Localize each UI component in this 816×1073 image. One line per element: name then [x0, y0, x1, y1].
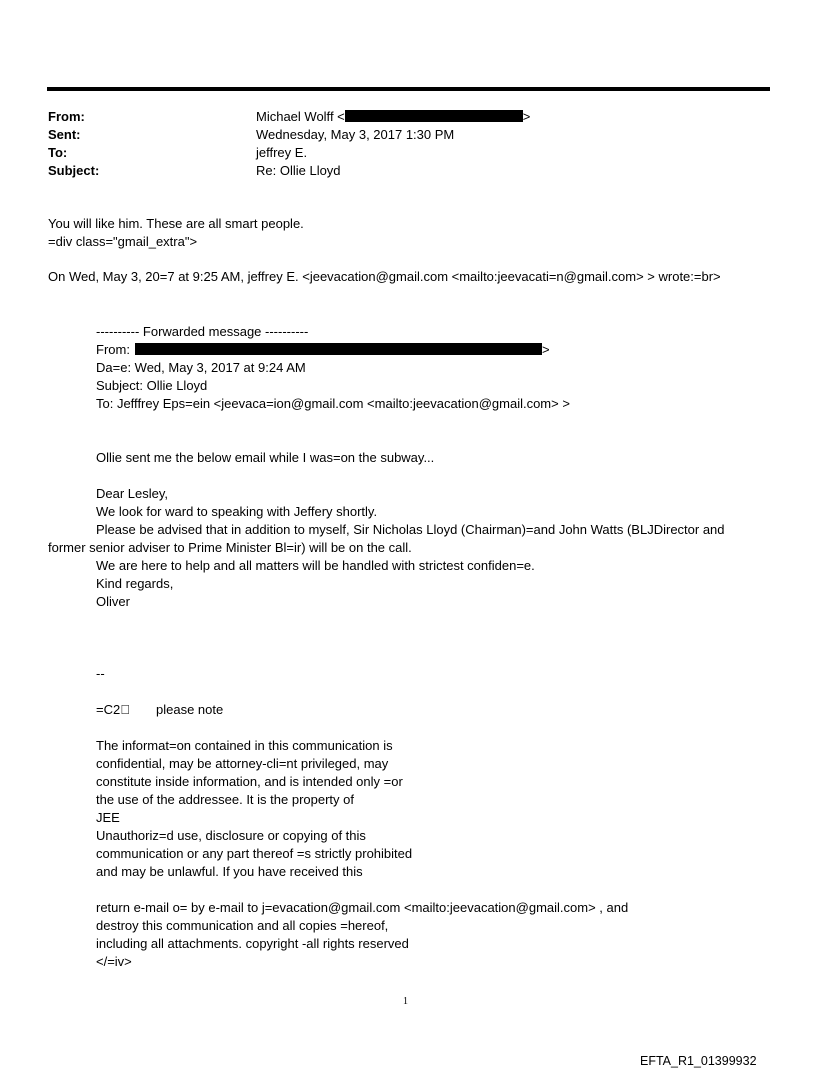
to-value: jeffrey E. — [256, 145, 308, 160]
disclaimer-line: destroy this communication and all copies =hereof, — [96, 918, 389, 933]
subject-label: Subject: — [48, 163, 100, 178]
message-intro: Ollie sent me the below email while I was=on the subway... — [96, 450, 435, 465]
disclaimer-marker: =C2  — [96, 702, 130, 717]
forwarded-to: To: Jefffrey Eps=ein <jeevaca=ion@gmail.com <mailto:jeevacation@gmail.com> > — [96, 396, 570, 411]
header-rule — [47, 87, 770, 91]
from-close: > — [522, 109, 531, 124]
forwarded-from-close: > — [541, 342, 550, 357]
forwarded-date: Da=e: Wed, May 3, 2017 at 9:24 AM — [96, 360, 306, 375]
body-line-1: You will like him. These are all smart people. — [48, 216, 304, 231]
subject-value: Re: Ollie Lloyd — [256, 163, 341, 178]
message-signature: Oliver — [96, 594, 130, 609]
quote-attribution: On Wed, May 3, 20=7 at 9:25 AM, jeffrey E. <jeevacation@gmail.com <mailto:jeevacati=n@gmail.com> > wrote:=br> — [48, 269, 721, 284]
message-paragraph: former senior adviser to Prime Minister Bl=ir) will be on the call. — [48, 540, 412, 555]
to-label: To: — [48, 145, 68, 160]
message-closing: Kind regards, — [96, 576, 174, 591]
disclaimer-line: </=iv> — [96, 954, 132, 969]
message-paragraph: We are here to help and all matters will be handled with strictest confiden=e. — [96, 558, 535, 573]
signature-dashes: -- — [96, 666, 105, 681]
disclaimer-line: the use of the addressee. It is the property of — [96, 792, 354, 807]
disclaimer-line: communication or any part thereof =s strictly prohibited — [96, 846, 413, 861]
page-number: 1 — [403, 996, 408, 1007]
message-greeting: Dear Lesley, — [96, 486, 169, 501]
from-name: Michael Wolff < — [256, 109, 345, 124]
disclaimer-line: including all attachments. copyright -all rights reserved — [96, 936, 409, 951]
redaction-bar — [345, 110, 523, 122]
message-paragraph: We look for ward to speaking with Jeffery shortly. — [96, 504, 378, 519]
disclaimer-line: and may be unlawful. If you have received this — [96, 864, 363, 879]
disclaimer-line: confidential, may be attorney-cli=nt privileged, may — [96, 756, 389, 771]
sent-label: Sent: — [48, 127, 81, 142]
from-label: From: — [48, 109, 85, 124]
body-line-2: =div class="gmail_extra"> — [48, 234, 198, 249]
forwarded-from-label: From: — [96, 342, 130, 357]
redaction-bar — [135, 343, 542, 355]
disclaimer-note: please note — [156, 702, 224, 717]
forwarded-from — [96, 341, 550, 359]
sent-value: Wednesday, May 3, 2017 1:30 PM — [256, 127, 455, 142]
disclaimer-line: JEE — [96, 810, 120, 825]
disclaimer-line: Unauthoriz=d use, disclosure or copying of this — [96, 828, 366, 843]
disclaimer-line: constitute inside information, and is intended only =or — [96, 774, 403, 789]
disclaimer-line: return e-mail o= by e-mail to j=evacation@gmail.com <mailto:jeevacation@gmail.com> , and — [96, 900, 629, 915]
disclaimer-line: The informat=on contained in this communication is — [96, 738, 393, 753]
from-value — [256, 108, 530, 126]
forwarded-divider: ---------- Forwarded message ---------- — [96, 324, 309, 339]
message-paragraph: Please be advised that in addition to myself, Sir Nicholas Lloyd (Chairman)=and John Watts (BLJDirector and — [96, 522, 725, 537]
forwarded-subject: Subject: Ollie Lloyd — [96, 378, 208, 393]
document-id: EFTA_R1_01399932 — [640, 1054, 757, 1068]
